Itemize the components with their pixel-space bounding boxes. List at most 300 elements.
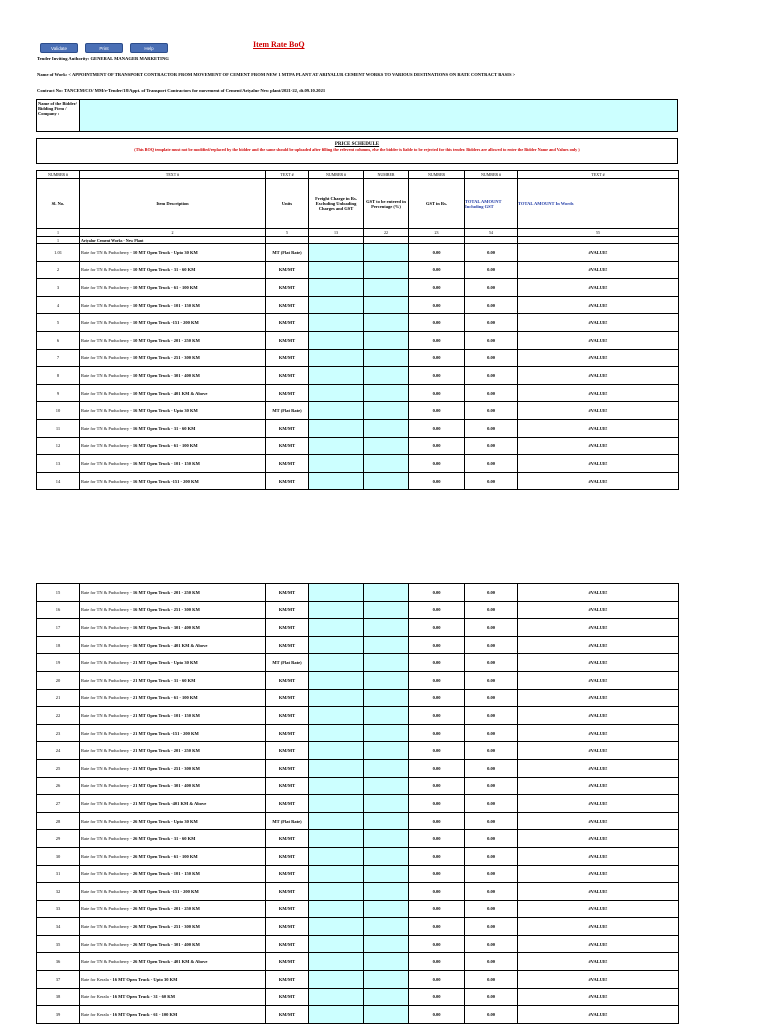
table-row [37, 812, 679, 830]
freight-input[interactable] [309, 689, 364, 707]
freight-input[interactable] [309, 331, 364, 349]
units: KM/MT [266, 971, 309, 989]
units: KM/MT [266, 707, 309, 725]
item-spec: 16 MT Open Truck - 201 - 250 KM [132, 589, 200, 595]
item-spec: 26 MT Open Truck -151 - 200 KM [132, 888, 199, 894]
gst-rs: 0.00 [409, 619, 465, 637]
item-prefix: Rate for TN & Puducherry - [81, 959, 133, 965]
price-schedule-block [36, 138, 678, 164]
gst-percent-input[interactable] [364, 601, 409, 619]
units: KM/MT [266, 883, 309, 901]
table-row [37, 953, 679, 971]
item-spec: 16 MT Open Truck - 251 - 300 KM [132, 607, 200, 613]
gst-rs: 0.00 [409, 953, 465, 971]
gst-rs: 0.00 [409, 261, 465, 279]
item-prefix: Rate for TN & Puducherry - [81, 800, 133, 806]
freight-input[interactable] [309, 883, 364, 901]
item-prefix: Rate for Kerala - [81, 994, 113, 1000]
col-number: 13 [309, 229, 364, 237]
amount-in-words: #VALUE! [518, 261, 679, 279]
amount-in-words: #VALUE! [518, 830, 679, 848]
item-spec: 21 MT Open Truck - 301 - 400 KM [132, 783, 200, 789]
item-description [80, 296, 266, 314]
item-description [80, 988, 266, 1006]
freight-input[interactable] [309, 742, 364, 760]
gst-rs: 0.00 [409, 1006, 465, 1024]
item-spec: 26 MT Open Truck - 101 - 150 KM [132, 871, 200, 877]
total-amount: 0.00 [465, 279, 518, 297]
gst-percent-input[interactable] [364, 279, 409, 297]
blank-cell [266, 237, 309, 244]
gst-percent-input[interactable] [364, 1006, 409, 1024]
item-prefix: Rate for TN & Puducherry - [81, 478, 133, 484]
item-spec: 16 MT Open Truck - 61 - 100 KM [132, 443, 198, 449]
amount-in-words: #VALUE! [518, 296, 679, 314]
gst-rs: 0.00 [409, 279, 465, 297]
item-spec: 16 MT Open Truck - Upto 30 KM [112, 976, 178, 982]
freight-input[interactable] [309, 601, 364, 619]
gst-percent-input[interactable] [364, 384, 409, 402]
units: KM/MT [266, 584, 309, 602]
freight-input[interactable] [309, 988, 364, 1006]
total-amount: 0.00 [465, 777, 518, 795]
freight-input[interactable] [309, 367, 364, 385]
sl-no: 17 [37, 619, 80, 637]
item-prefix: Rate for TN & Puducherry - [81, 730, 133, 736]
gst-percent-input[interactable] [364, 472, 409, 490]
sl-no: 36 [37, 953, 80, 971]
amount-in-words: #VALUE! [518, 244, 679, 262]
gst-percent-input[interactable] [364, 953, 409, 971]
units: KM/MT [266, 601, 309, 619]
item-description [80, 654, 266, 672]
total-amount: 0.00 [465, 455, 518, 473]
blank-cell [465, 237, 518, 244]
total-amount: 0.00 [465, 601, 518, 619]
gst-rs: 0.00 [409, 601, 465, 619]
gst-rs: 0.00 [409, 795, 465, 813]
item-spec: 16 MT Open Truck - 61 - 100 KM [112, 1012, 178, 1018]
freight-input[interactable] [309, 244, 364, 262]
units: KM/MT [266, 1006, 309, 1024]
total-amount: 0.00 [465, 847, 518, 865]
sl-no: 29 [37, 830, 80, 848]
units: KM/MT [266, 314, 309, 332]
item-prefix: Rate for TN & Puducherry - [81, 408, 133, 414]
sl-no: 25 [37, 759, 80, 777]
item-spec: 16 MT Open Truck - 31 - 60 KM [132, 425, 196, 431]
sl-no: 33 [37, 900, 80, 918]
item-description [80, 384, 266, 402]
gst-percent-input[interactable] [364, 331, 409, 349]
total-amount: 0.00 [465, 724, 518, 742]
table-row [37, 724, 679, 742]
freight-input[interactable] [309, 935, 364, 953]
item-spec: 10 MT Open Truck - 401 KM & Above [132, 390, 208, 396]
freight-input[interactable] [309, 759, 364, 777]
gst-percent-input[interactable] [364, 349, 409, 367]
gst-rs: 0.00 [409, 472, 465, 490]
freight-input[interactable] [309, 261, 364, 279]
freight-input[interactable] [309, 419, 364, 437]
units: KM/MT [266, 900, 309, 918]
table-row [37, 918, 679, 936]
item-spec: 26 MT Open Truck - 401 KM & Above [132, 959, 208, 965]
gst-rs: 0.00 [409, 812, 465, 830]
sl-no: 24 [37, 742, 80, 760]
item-spec: 10 MT Open Truck -151 - 200 KM [132, 320, 199, 326]
amount-in-words: #VALUE! [518, 935, 679, 953]
sl-no: 14 [37, 472, 80, 490]
table-row [37, 402, 679, 420]
amount-in-words: #VALUE! [518, 900, 679, 918]
help-button[interactable]: Help [130, 43, 168, 53]
freight-input[interactable] [309, 455, 364, 473]
units: KM/MT [266, 759, 309, 777]
type-cell: TEXT # [80, 171, 266, 179]
sl-no: 6 [37, 331, 80, 349]
gst-percent-input[interactable] [364, 900, 409, 918]
units: KM/MT [266, 795, 309, 813]
freight-input[interactable] [309, 918, 364, 936]
item-prefix: Rate for TN & Puducherry - [81, 748, 133, 754]
units: KM/MT [266, 865, 309, 883]
amount-in-words: #VALUE! [518, 812, 679, 830]
freight-input[interactable] [309, 1006, 364, 1024]
item-spec: 16 MT Open Truck - Upto 30 KM [132, 408, 198, 414]
gst-rs: 0.00 [409, 419, 465, 437]
item-description [80, 830, 266, 848]
units: MT (Flat Rate) [266, 654, 309, 672]
item-spec: 16 MT Open Truck - 401 KM & Above [132, 642, 208, 648]
units: KM/MT [266, 349, 309, 367]
item-prefix: Rate for TN & Puducherry - [81, 284, 133, 290]
sl-no: 39 [37, 1006, 80, 1024]
freight-input[interactable] [309, 584, 364, 602]
units: KM/MT [266, 279, 309, 297]
freight-input[interactable] [309, 296, 364, 314]
total-amount: 0.00 [465, 619, 518, 637]
table-row [37, 349, 679, 367]
gst-percent-input[interactable] [364, 707, 409, 725]
gst-percent-input[interactable] [364, 402, 409, 420]
table-row [37, 1006, 679, 1024]
table-row [37, 384, 679, 402]
units: KM/MT [266, 455, 309, 473]
total-amount: 0.00 [465, 472, 518, 490]
table-row [37, 830, 679, 848]
name-of-work: Name of Work: < APPOINTMENT OF TRANSPORT CONTRACTOR FROM MOVEMENT OF CEMENT FROM NEW 1 MTPA PLANT AT ARIYALUR CEMENT WORKS TO VARIOUS DESTINATIONS ON RATE CONTRACT BASIS > [37, 72, 516, 77]
amount-in-words: #VALUE! [518, 865, 679, 883]
amount-in-words: #VALUE! [518, 636, 679, 654]
freight-input[interactable] [309, 384, 364, 402]
gst-rs: 0.00 [409, 384, 465, 402]
item-description [80, 918, 266, 936]
gst-rs: 0.00 [409, 654, 465, 672]
item-prefix: Rate for TN & Puducherry - [81, 871, 133, 877]
freight-input[interactable] [309, 472, 364, 490]
units: KM/MT [266, 988, 309, 1006]
units: MT (Flat Rate) [266, 402, 309, 420]
amount-in-words: #VALUE! [518, 331, 679, 349]
item-spec: 21 MT Open Truck - 31 - 60 KM [132, 677, 196, 683]
item-spec: 10 MT Open Truck - 251 - 300 KM [132, 355, 200, 361]
col-number: 1 [37, 229, 80, 237]
units: KM/MT [266, 689, 309, 707]
item-prefix: Rate for TN & Puducherry - [81, 320, 133, 326]
item-description [80, 707, 266, 725]
sl-no: 16 [37, 601, 80, 619]
gst-percent-input[interactable] [364, 777, 409, 795]
item-prefix: Rate for TN & Puducherry - [81, 695, 133, 701]
units: KM/MT [266, 953, 309, 971]
gst-percent-input[interactable] [364, 971, 409, 989]
item-spec: 16 MT Open Truck - 31 - 60 KM [112, 994, 175, 1000]
freight-input[interactable] [309, 953, 364, 971]
total-amount: 0.00 [465, 584, 518, 602]
blank-cell [409, 237, 465, 244]
item-prefix: Rate for TN & Puducherry - [81, 818, 133, 824]
item-spec: 21 MT Open Truck -151 - 200 KM [132, 730, 199, 736]
total-amount: 0.00 [465, 402, 518, 420]
gst-percent-input[interactable] [364, 296, 409, 314]
gst-percent-input[interactable] [364, 918, 409, 936]
item-description [80, 900, 266, 918]
item-prefix: Rate for TN & Puducherry - [81, 372, 133, 378]
sl-no: 1.01 [37, 244, 80, 262]
type-cell: NUMBER # [465, 171, 518, 179]
item-prefix: Rate for TN & Puducherry - [81, 589, 133, 595]
freight-input[interactable] [309, 724, 364, 742]
section-no: 1 [37, 237, 80, 244]
freight-input[interactable] [309, 812, 364, 830]
item-spec: 10 MT Open Truck - 61 - 100 KM [132, 284, 198, 290]
sl-no: 13 [37, 455, 80, 473]
item-spec: 26 MT Open Truck - 61 - 100 KM [132, 853, 198, 859]
item-description [80, 261, 266, 279]
item-prefix: Rate for TN & Puducherry - [81, 390, 133, 396]
table-row [37, 584, 679, 602]
item-spec: 10 MT Open Truck - Upto 30 KM [132, 249, 198, 255]
item-prefix: Rate for TN & Puducherry - [81, 712, 133, 718]
item-description [80, 865, 266, 883]
gst-rs: 0.00 [409, 584, 465, 602]
gst-percent-input[interactable] [364, 419, 409, 437]
amount-in-words: #VALUE! [518, 1006, 679, 1024]
validate-button[interactable]: Validate [40, 43, 78, 53]
amount-in-words: #VALUE! [518, 419, 679, 437]
sl-no: 31 [37, 865, 80, 883]
gst-percent-input[interactable] [364, 812, 409, 830]
type-cell: TEXT # [266, 171, 309, 179]
amount-in-words: #VALUE! [518, 402, 679, 420]
units: KM/MT [266, 918, 309, 936]
gst-percent-input[interactable] [364, 244, 409, 262]
item-spec: 26 MT Open Truck - 251 - 300 KM [132, 924, 200, 930]
total-amount: 0.00 [465, 918, 518, 936]
table-row [37, 296, 679, 314]
amount-in-words: #VALUE! [518, 777, 679, 795]
gst-rs: 0.00 [409, 865, 465, 883]
units: MT (Flat Rate) [266, 244, 309, 262]
amount-in-words: #VALUE! [518, 279, 679, 297]
gst-percent-input[interactable] [364, 455, 409, 473]
gst-percent-input[interactable] [364, 883, 409, 901]
col-number: 23 [409, 229, 465, 237]
item-description [80, 689, 266, 707]
freight-input[interactable] [309, 636, 364, 654]
item-spec: 26 MT Open Truck - Upto 30 KM [132, 818, 198, 824]
freight-input[interactable] [309, 830, 364, 848]
freight-input[interactable] [309, 707, 364, 725]
freight-input[interactable] [309, 971, 364, 989]
item-spec: 26 MT Open Truck - 201 - 250 KM [132, 906, 200, 912]
freight-input[interactable] [309, 314, 364, 332]
units: KM/MT [266, 935, 309, 953]
freight-input[interactable] [309, 777, 364, 795]
freight-input[interactable] [309, 795, 364, 813]
item-description [80, 601, 266, 619]
units: KM/MT [266, 671, 309, 689]
amount-in-words: #VALUE! [518, 472, 679, 490]
sl-no: 30 [37, 847, 80, 865]
table-row [37, 988, 679, 1006]
gst-percent-input[interactable] [364, 584, 409, 602]
item-description [80, 883, 266, 901]
gst-percent-input[interactable] [364, 759, 409, 777]
sl-no: 19 [37, 654, 80, 672]
freight-input[interactable] [309, 349, 364, 367]
gst-percent-input[interactable] [364, 689, 409, 707]
freight-input[interactable] [309, 279, 364, 297]
gst-percent-input[interactable] [364, 437, 409, 455]
item-prefix: Rate for TN & Puducherry - [81, 906, 133, 912]
item-spec: 16 MT Open Truck - 101 - 150 KM [132, 460, 200, 466]
gst-percent-input[interactable] [364, 988, 409, 1006]
print-button[interactable]: Print [85, 43, 123, 53]
table-row [37, 472, 679, 490]
gst-percent-input[interactable] [364, 935, 409, 953]
table-row [37, 847, 679, 865]
header-row [37, 179, 679, 229]
gst-percent-input[interactable] [364, 671, 409, 689]
type-cell: NUMBER # [309, 171, 364, 179]
table-row [37, 707, 679, 725]
table-row [37, 261, 679, 279]
amount-in-words: #VALUE! [518, 847, 679, 865]
section-label: Ariyalur Cement Works - New Plant [80, 237, 266, 244]
amount-in-words: #VALUE! [518, 742, 679, 760]
bidder-block [36, 99, 678, 132]
total-amount: 0.00 [465, 314, 518, 332]
bidder-name-input[interactable] [80, 100, 677, 131]
gst-rs: 0.00 [409, 671, 465, 689]
item-description [80, 1006, 266, 1024]
gst-percent-input[interactable] [364, 742, 409, 760]
item-description [80, 953, 266, 971]
sl-no: 8 [37, 367, 80, 385]
gst-percent-input[interactable] [364, 795, 409, 813]
freight-input[interactable] [309, 671, 364, 689]
gst-percent-input[interactable] [364, 724, 409, 742]
total-amount: 0.00 [465, 971, 518, 989]
sl-no: 37 [37, 971, 80, 989]
gst-percent-input[interactable] [364, 636, 409, 654]
item-description [80, 279, 266, 297]
total-amount: 0.00 [465, 1006, 518, 1024]
bidder-label: Name of the Bidder/ Bidding Firm / Company : [37, 100, 80, 131]
item-prefix: Rate for TN & Puducherry - [81, 677, 133, 683]
blank-cell [518, 237, 679, 244]
gst-rs: 0.00 [409, 988, 465, 1006]
gst-percent-input[interactable] [364, 261, 409, 279]
sl-no: 9 [37, 384, 80, 402]
gst-rs: 0.00 [409, 349, 465, 367]
gst-percent-input[interactable] [364, 654, 409, 672]
gst-rs: 0.00 [409, 331, 465, 349]
sl-no: 3 [37, 279, 80, 297]
table-row [37, 244, 679, 262]
table-row [37, 601, 679, 619]
freight-input[interactable] [309, 900, 364, 918]
freight-input[interactable] [309, 865, 364, 883]
sl-no: 12 [37, 437, 80, 455]
item-description [80, 367, 266, 385]
table-row [37, 900, 679, 918]
freight-input[interactable] [309, 847, 364, 865]
item-description [80, 419, 266, 437]
item-description [80, 331, 266, 349]
item-description [80, 402, 266, 420]
gst-percent-input[interactable] [364, 367, 409, 385]
gst-percent-input[interactable] [364, 830, 409, 848]
freight-input[interactable] [309, 619, 364, 637]
total-amount: 0.00 [465, 883, 518, 901]
item-prefix: Rate for TN & Puducherry - [81, 624, 133, 630]
gst-percent-input[interactable] [364, 619, 409, 637]
item-spec: 21 MT Open Truck -401 KM & Above [132, 800, 207, 806]
gst-percent-input[interactable] [364, 847, 409, 865]
amount-in-words: #VALUE! [518, 437, 679, 455]
table-row [37, 636, 679, 654]
gst-rs: 0.00 [409, 742, 465, 760]
units: KM/MT [266, 636, 309, 654]
item-description [80, 636, 266, 654]
gst-percent-input[interactable] [364, 314, 409, 332]
freight-input[interactable] [309, 437, 364, 455]
gst-rs: 0.00 [409, 437, 465, 455]
amount-in-words: #VALUE! [518, 349, 679, 367]
col-number: 55 [518, 229, 679, 237]
tender-authority: Tender Inviting Authority: GENERAL MANAGER MARKETING [37, 56, 169, 61]
sl-no: 11 [37, 419, 80, 437]
item-spec: 10 MT Open Truck - 301 - 400 KM [132, 372, 200, 378]
table-row [37, 455, 679, 473]
gst-rs: 0.00 [409, 367, 465, 385]
sl-no: 18 [37, 636, 80, 654]
total-amount: 0.00 [465, 830, 518, 848]
gst-percent-input[interactable] [364, 865, 409, 883]
total-amount: 0.00 [465, 900, 518, 918]
contract-no: Contract No: TANCEM/CO/ MM/e-Tender/18/Appt. of Transport Contractors for movement of Cement/Ariyalur New plant/2021-22, dt.09.10.2021 [37, 88, 326, 93]
item-spec: 10 MT Open Truck - 101 - 150 KM [132, 302, 200, 308]
freight-input[interactable] [309, 402, 364, 420]
item-prefix: Rate for TN & Puducherry - [81, 443, 133, 449]
item-prefix: Rate for Kerala - [81, 1012, 113, 1018]
table-row [37, 971, 679, 989]
table-row [37, 279, 679, 297]
freight-input[interactable] [309, 654, 364, 672]
